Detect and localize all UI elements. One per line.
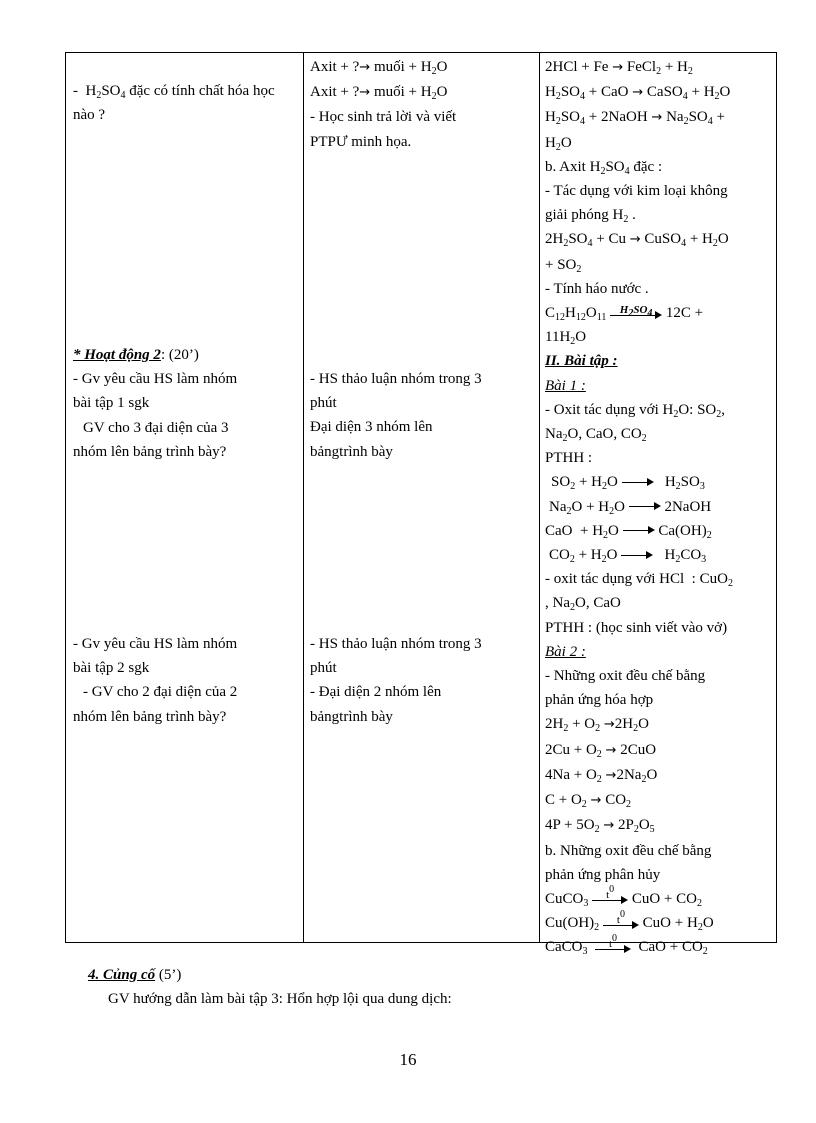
student-line: bảngtrình bày [310,708,393,725]
activity-2-line: GV cho 3 đại diện của 3 [83,419,229,436]
student-line: phút [310,660,337,677]
student-block-2 [303,367,539,464]
equation: $H_2SO_4$ + CaO → CaSO$_4$ + $H_2O$ [545,84,731,103]
page-number: 16 [399,1050,417,1069]
teacher-activity-column [66,53,303,942]
equation: $11H_2O$ [545,329,587,348]
equation: $C_{12}H_{12}O_{11}$ $H_2SO_4$ 12C + [545,303,704,324]
student-line: PTPƯ minh họa. [310,133,412,150]
activity-2-time: : (20’) [160,347,199,363]
equation: $4Na + O_2 \to 2Na_2O$ [545,766,658,785]
student-line: bảngtrình bày [310,443,393,460]
content-line: PTHH : (học sinh viết vào vở) [545,619,728,636]
content-line: , $Na_2O$, CaO [545,595,621,614]
student-block-1: Axit + ?→ muối + $H_2O$ Axit + ?→ muối + $H_2O$ - Học sinh trả lời và viết PTPƯ minh họa. [303,55,539,154]
content-block [539,55,776,960]
equation: $2H_2SO_4 + Cu$ → CuSO$_4$ + $H_2O$ [545,231,729,250]
equation: $2Cu + O_2 \to 2CuO$ [545,741,657,760]
student-block-3 [303,632,539,729]
student-line: phút [310,395,337,412]
exercise-1-heading: Bài 1 : [545,377,586,394]
student-activity-column [303,53,539,942]
activity-3-block [66,632,303,729]
equation: $H_2SO_4$ + 2NaOH → $Na_2SO_4$ + [545,109,725,128]
content-line: giải phóng $H_2$ . [545,207,636,226]
content-column [539,53,776,958]
activity-2-block [66,343,303,464]
exercise-2-heading: Bài 2 : [545,643,586,660]
content-line: - Oxit tác dụng với $H_2O$: $SO_2$, [545,401,726,420]
activity-3-line: - GV cho 2 đại diện của 2 [83,684,238,701]
section-4-heading: 4. Củng cố [88,967,156,983]
equation: CuCO$_3$ $t^0$ CuO + $CO_2$ [545,884,702,909]
equation: $Na_2O + H_2O$ 2NaOH [549,498,712,517]
activity-2-line: nhóm lên bảng trình bày? [73,443,227,460]
equation: CaCO$_3$ $t^0$ CaO + $CO_2$ [545,932,708,958]
student-line: - Học sinh trả lời và viết [310,109,457,126]
equation: $CO_2 + H_2O$ $H_2CO_3$ [549,547,707,566]
content-line: - Tính háo nước . [545,280,649,297]
activity-2-line: - Gv yêu cầu HS làm nhóm [73,371,238,388]
reaction-arrow: $H_2SO_4$ [610,307,662,321]
equation: $H_2O$ [545,134,572,153]
equation: $Cu(OH)_2$ $t^0$ CuO + $H_2O$ [545,908,714,934]
student-line: - Đại diện 2 nhóm lên [310,684,442,701]
content-line: phản ứng hóa hợp [545,692,654,709]
section-ii-heading: II. Bài tập : [545,353,618,370]
section-b-heading: b. Axit $H_2SO_4$ đặc : [545,158,663,177]
section-4-time: (5’) [155,967,182,983]
student-line: - HS thảo luận nhóm trong 3 [310,636,482,652]
content-line: - oxit tác dụng với HCl : CuO$_2$ [545,571,733,590]
activity-2-line: bài tập 1 sgk [73,395,150,412]
lesson-table [65,52,777,958]
content-line: b. Những oxit đều chế bằng [545,842,712,859]
equation: + $SO_2$ [545,256,582,275]
content-line: - Những oxit đều chế bằng [545,668,706,685]
content-line: - Tác dụng với kim loại không [545,183,728,200]
student-line: Đại diện 3 nhóm lên [310,419,433,436]
activity-2-heading: * Hoạt động 2 [73,347,161,363]
question-text: - $H_2SO_4$ đặc có tính chất hóa học nào ? [73,83,275,124]
activity-3-line: - Gv yêu cầu HS làm nhóm [73,636,238,652]
equation: CaO + $H_2O$ $Ca(OH)_2$ [545,522,712,541]
footer-line: GV hướng dẫn làm bài tập 3: Hổn hợp lội qua dung dịch: [108,991,452,1007]
content-line: PTHH : [545,450,593,467]
footer-section [88,963,452,1011]
question-h2so4 [66,79,303,127]
activity-3-line: bài tập 2 sgk [73,660,150,677]
student-line: - HS thảo luận nhóm trong 3 [310,371,482,387]
equation: $4P + 5O_2 \to 2P_2O_5$ [545,817,655,836]
activity-3-line: nhóm lên bảng trình bày? [73,708,227,725]
equation: 2HCl + Fe → FeCl$_2$ + $H_2$ [545,59,693,77]
content-line: $Na_2O$, CaO, $CO_2$ [545,426,647,445]
equation: $2H_2 + O_2 \to 2H_2O$ [545,716,649,735]
equation: $C + O_2 \to CO_2$ [545,792,632,811]
equation: $SO_2 + H_2O$ $H_2SO_3$ [551,474,705,493]
content-line: phản ứng phân hủy [545,866,661,883]
